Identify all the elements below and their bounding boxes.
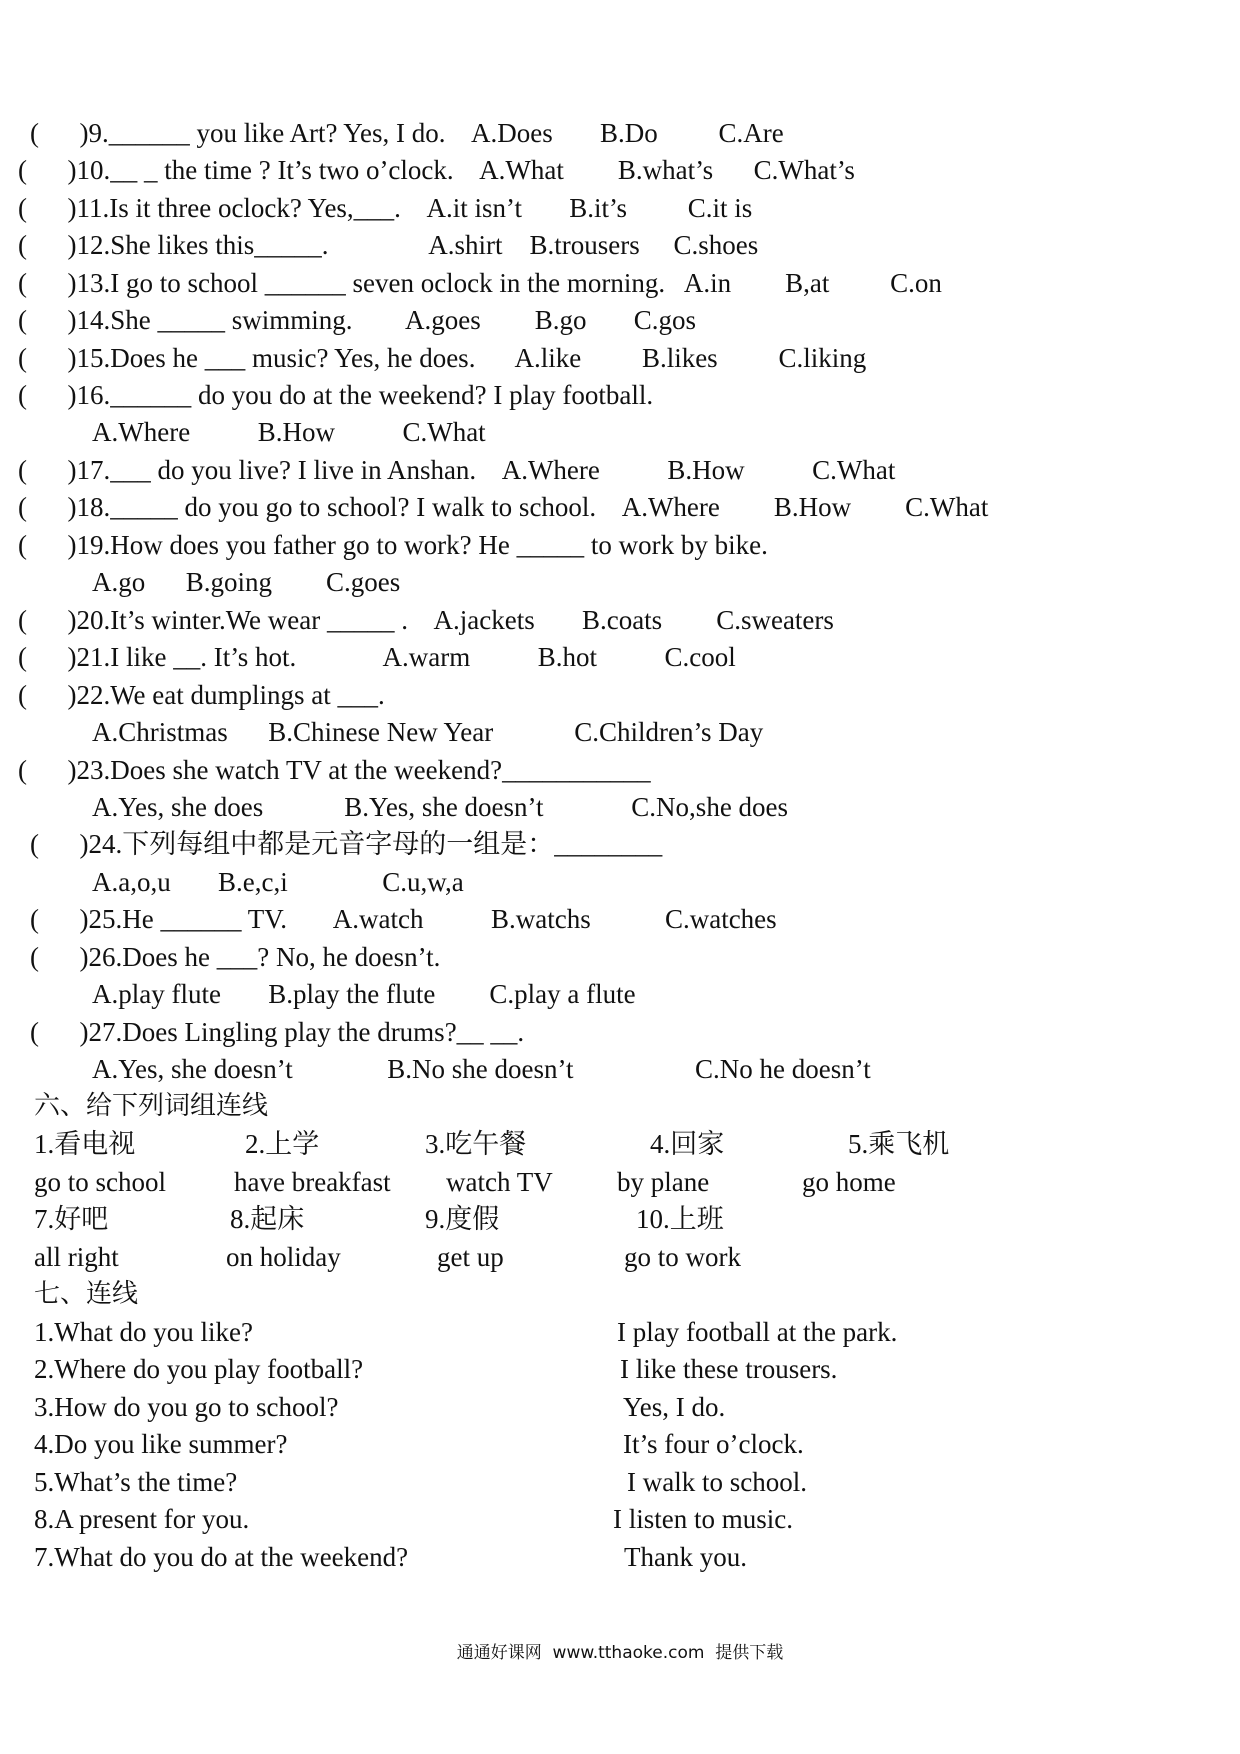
phrase-en-8: on holiday xyxy=(226,1242,341,1272)
match-question-6: 8.A present for you. xyxy=(34,1504,250,1534)
match-answer-3: Yes, I do. xyxy=(623,1392,726,1422)
phrase-cn-2: 2.上学 xyxy=(245,1129,320,1159)
match-question-5: 5.What’s the time? xyxy=(34,1467,238,1497)
question-22: ( )22.We eat dumplings at ___. xyxy=(18,680,385,710)
question-17: ( )17.___ do you live? I live in Anshan. A.Where B.How C.What xyxy=(18,455,896,485)
question-9: ( )9.______ you like Art? Yes, I do. A.Does B.Do C.Are xyxy=(30,118,784,148)
question-11: ( )11.Is it three oclock? Yes,___. A.it isn’t B.it’s C.it is xyxy=(18,193,753,223)
phrase-cn-9: 9.度假 xyxy=(425,1204,500,1234)
phrase-en-7: all right xyxy=(34,1242,119,1272)
match-question-1: 1.What do you like? xyxy=(34,1317,253,1347)
question-20: ( )20.It’s winter.We wear _____ . A.jackets B.coats C.sweaters xyxy=(18,605,834,635)
phrase-cn-8: 8.起床 xyxy=(230,1204,305,1234)
phrase-en-3: watch TV xyxy=(446,1167,553,1197)
question-16-options: A.Where B.How C.What xyxy=(92,417,486,447)
phrase-cn-4: 4.回家 xyxy=(650,1129,725,1159)
question-23: ( )23.Does she watch TV at the weekend?___________ xyxy=(18,755,651,785)
question-13: ( )13.I go to school ______ seven oclock in the morning. A.in B,at C.on xyxy=(18,268,942,298)
match-question-3: 3.How do you go to school? xyxy=(34,1392,339,1422)
phrase-cn-1: 1.看电视 xyxy=(34,1129,136,1159)
question-15: ( )15.Does he ___ music? Yes, he does. A.like B.likes C.liking xyxy=(18,343,867,373)
phrase-cn-10: 10.上班 xyxy=(636,1204,724,1234)
question-26: ( )26.Does he ___? No, he doesn’t. xyxy=(30,942,441,972)
match-answer-2: I like these trousers. xyxy=(620,1354,838,1384)
match-answer-4: It’s four o’clock. xyxy=(623,1429,804,1459)
question-26-options: A.play flute B.play the flute C.play a flute xyxy=(92,979,636,1009)
question-14: ( )14.She _____ swimming. A.goes B.go C.gos xyxy=(18,305,697,335)
phrase-cn-7: 7.好吧 xyxy=(34,1204,109,1234)
question-21: ( )21.I like __. It’s hot. A.warm B.hot C.cool xyxy=(18,642,736,672)
question-24-options: A.a,o,u B.e,c,i C.u,w,a xyxy=(92,867,464,897)
match-answer-5: I walk to school. xyxy=(627,1467,807,1497)
phrase-cn-3: 3.吃午餐 xyxy=(425,1129,527,1159)
phrase-en-9: get up xyxy=(437,1242,504,1272)
question-27-options: A.Yes, she doesn’t B.No she doesn’t C.No he doesn’t xyxy=(92,1054,871,1084)
question-10: ( )10.__ _ the time ? It’s two o’clock. A.What B.what’s C.What’s xyxy=(18,155,855,185)
match-answer-7: Thank you. xyxy=(624,1542,747,1572)
footer-source: 通通好课网 www.tthaoke.com 提供下载 xyxy=(456,1643,784,1663)
question-25: ( )25.He ______ TV. A.watch B.watchs C.watches xyxy=(30,904,777,934)
question-12: ( )12.She likes this_____. A.shirt B.trousers C.shoes xyxy=(18,230,759,260)
question-23-options: A.Yes, she does B.Yes, she doesn’t C.No,she does xyxy=(92,792,789,822)
match-answer-6: I listen to music. xyxy=(613,1504,793,1534)
question-18: ( )18._____ do you go to school? I walk to school. A.Where B.How C.What xyxy=(18,492,989,522)
section-6-heading: 六、给下列词组连线 xyxy=(34,1091,269,1121)
section-7-heading: 七、连线 xyxy=(34,1279,139,1309)
phrase-en-5: go home xyxy=(802,1167,896,1197)
match-question-7: 7.What do you do at the weekend? xyxy=(34,1542,409,1572)
phrase-en-10: go to work xyxy=(624,1242,741,1272)
phrase-en-2: have breakfast xyxy=(234,1167,391,1197)
question-27: ( )27.Does Lingling play the drums?__ __. xyxy=(30,1017,525,1047)
match-question-2: 2.Where do you play football? xyxy=(34,1354,364,1384)
phrase-en-4: by plane xyxy=(617,1167,710,1197)
match-question-4: 4.Do you like summer? xyxy=(34,1429,288,1459)
question-24: ( )24.下列每组中都是元音字母的一组是：________ xyxy=(30,829,663,859)
question-19-options: A.go B.going C.goes xyxy=(92,567,401,597)
phrase-en-1: go to school xyxy=(34,1167,166,1197)
question-22-options: A.Christmas B.Chinese New Year C.Children’s Day xyxy=(92,717,764,747)
match-answer-1: I play football at the park. xyxy=(617,1317,898,1347)
question-19: ( )19.How does you father go to work? He _____ to work by bike. xyxy=(18,530,768,560)
phrase-cn-5: 5.乘飞机 xyxy=(848,1129,950,1159)
question-16: ( )16.______ do you do at the weekend? I play football. xyxy=(18,380,654,410)
